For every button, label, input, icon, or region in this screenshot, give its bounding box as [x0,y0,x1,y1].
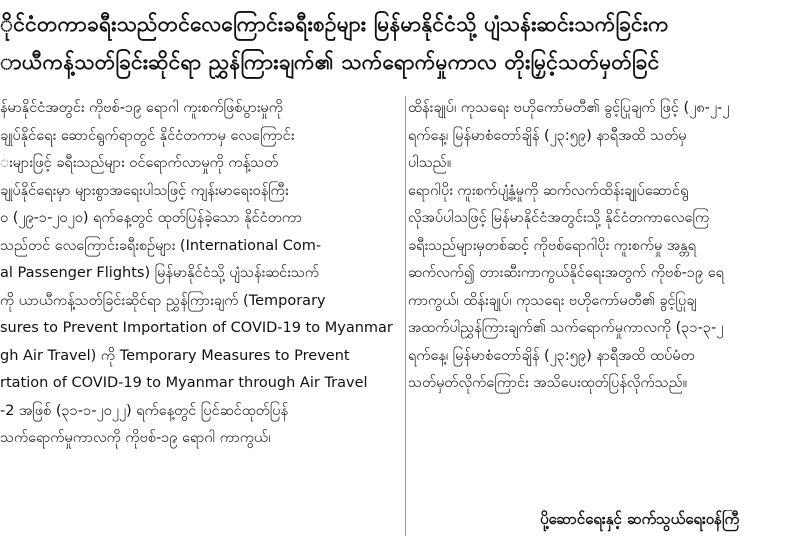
body-line: ချုပ်နိုင်ရေးမှာ များစွာအရေးပါသဖြင့် ကျန်းမာရေးဝန်ကြီး [0,182,289,199]
body-line: rtation of COVID-19 to Myanmar through Air Travel [0,375,368,391]
body-line: ပါသည်။ [408,155,452,171]
body-line: ရောဂါပိုး ကူးစက်ပျံ့နှံ့မှုကို ဆက်လက်ထိန်းချုပ်ဆောင်ရွ [408,182,689,199]
body-line: al Passenger Flights) မြန်မာနိုင်ငံသို့ ပျံသန်းဆင်းသက် [0,265,320,281]
body-line: -2 အဖြစ် (၃၁-၁-၂၀၂၂) ရက်နေ့တွင် ပြင်ဆင်ထုတ်ပြန် [0,402,289,419]
body-line: လိုအပ်ပါသဖြင့် မြန်မာနိုင်ငံအတွင်းသို့ နိုင်ငံတကာလေကြေ [408,210,710,226]
body-line: ရက်နေ့၊ မြန်မာစံတော်ချိန် (၂၃:၅၉) နာရီအထိ သတ်မှ [408,127,687,144]
body-line: ဝ (၂၉-၁-၂၀၂၀) ရက်နေ့တွင် ထုတ်ပြန်ခဲ့သော နိုင်ငံတကာ [0,210,303,226]
body-line: သတ်မှတ်လိုက်ကြောင်း အသိပေးထုတ်ပြန်လိုက်သည်။ [408,375,688,391]
body-line: ချုပ်နိုင်ရေး ဆောင်ရွက်ရာတွင် နိုင်ငံတကာမှ လေကြောင်း [0,127,295,144]
body-line: းများဖြင့် ခရီးသည်များ ဝင်ရောက်လာမှုကို ကန့်သတ် [0,155,279,171]
headline-line-1: ိုင်ငံတကာခရီးသည်တင်လေကြောင်းခရီးစဉ်များ မြန်မာနိုင်ငံသို့ ပျံသန်းဆင်းသက်ခြင်းက [0,12,669,36]
body-line: ကို ယာယီကန့်သတ်ခြင်းဆိုင်ရာ ညွှန်ကြားချက် (Temporary [0,292,326,309]
body-line: န်မာနိုင်ငံအတွင်း ကိုဗစ်-၁၉ ရောဂါ ကူးစက်ဖြစ်ပွားမှုကို [0,100,283,116]
body-line: gh Air Travel) ကို Temporary Measures to Prevent [0,347,350,364]
body-line: ဆက်လက်၍ တားဆီးကာကွယ်နိုင်ရေးအတွက် ကိုဗစ်-၁၉ ရေ [408,265,724,281]
body-line: ကာကွယ်၊ ထိန်းချုပ်၊ ကုသရေး ဗဟိုကော်မတီ၏ ခွင့်ပြုချ [408,292,697,309]
body-line: သက်ရောက်မှုကာလကို ကိုဗစ်-၁၉ ရောဂါ ကာကွယ်၊ [0,430,271,446]
article-right-column [408,95,800,398]
body-line: သည်တင် လေကြောင်းခရီးစဉ်များ (International Com- [0,237,322,254]
body-line: ခရီးသည်များမှတစ်ဆင့် ကိုဗစ်ရောဂါပိုး ကူးစက်မှု အန္တရ [408,237,697,254]
ministry-byline: ပို့ဆောင်ရေးနှင့် ဆက်သွယ်ရေးဝန်ကြီ [540,510,740,528]
body-line: ထိန်းချုပ်၊ ကုသရေး ဗဟိုကော်မတီ၏ ခွင့်ပြုချက် ဖြင့် (၂၈-၂-၂ [408,100,730,116]
body-line: sures to Prevent Importation of COVID-19 to Myanmar [0,320,393,336]
article-headline [0,0,800,82]
headline-line-2: ာယီကန့်သတ်ခြင်းဆိုင်ရာ ညွှန်ကြားချက်၏ သက်ရောက်မှုကာလ တိုးမြှင့်သတ်မှတ်ခြင် [0,50,660,74]
body-line: ရက်နေ့၊ မြန်မာစံတော်ချိန် (၂၃:၅၉) နာရီအထိ ထပ်မံတ [408,347,695,364]
article-left-column [0,95,405,453]
body-line: အထက်ပါညွှန်ကြားချက်၏ သက်ရောက်မှုကာလကို (၃၁-၃-၂ [408,320,724,336]
column-divider [405,96,406,536]
